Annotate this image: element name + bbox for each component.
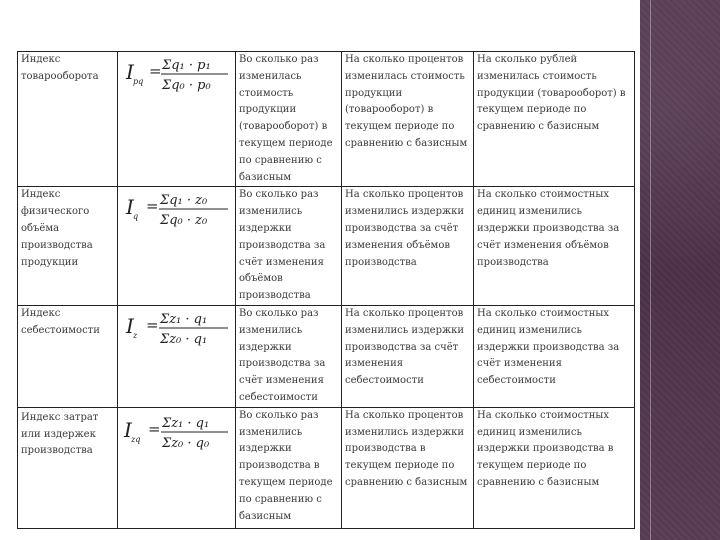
ruble-change-cell	[474, 52, 635, 187]
formula-equals: =	[145, 315, 159, 334]
formula-z	[122, 306, 232, 354]
times-change-cell	[236, 407, 342, 528]
index-name: Индекс себестоимости	[21, 307, 100, 336]
formula-cell	[118, 52, 236, 187]
formula-symbol: I	[123, 417, 132, 442]
percent-change-cell	[342, 305, 474, 407]
percent-change-cell	[342, 407, 474, 528]
formula-q	[122, 187, 232, 235]
formula-denominator: Σq₀ · z₀	[159, 213, 207, 229]
times-change-cell	[236, 187, 342, 306]
percent-change-cell	[342, 52, 474, 187]
times-change-text: Во сколько раз изменились издержки производства за счёт изменения себестоимости	[239, 307, 326, 403]
formula-subscript: zq	[130, 434, 140, 444]
times-change-text: Во сколько раз изменились издержки производства за счёт изменения объёмов производства	[239, 189, 326, 302]
table-row	[18, 407, 635, 528]
percent-change-text: На сколько процентов изменились издержки производства за счёт изменения себестоимости	[345, 307, 465, 387]
index-name-cell	[18, 52, 118, 187]
formula-denominator: Σz₀ · q₀	[161, 435, 209, 451]
formula-numerator: Σq₁ · z₀	[159, 193, 207, 209]
formula-symbol: I	[125, 195, 134, 220]
percent-change-text: На сколько процентов изменились издержки производства в текущем периоде по сравнению с базисным	[345, 409, 468, 488]
ruble-change-text: На сколько стоимостных единиц изменились издержки производства за счёт изменения объёмов производства	[477, 189, 620, 268]
index-name-cell	[18, 407, 118, 528]
formula-pq	[122, 52, 232, 100]
table-row	[18, 52, 635, 187]
index-name: Индекс товарооборота	[21, 54, 99, 82]
formula-denominator: Σz₀ · q₁	[159, 331, 207, 347]
ruble-change-text: На сколько рублей изменилась стоимость продукции (товарооборот) в текущем периоде по сравнению с базисным	[477, 54, 626, 133]
formula-denominator: Σq₀ · p₀	[161, 78, 211, 93]
formula-numerator: Σq₁ · p₁	[161, 58, 211, 73]
formula-symbol: I	[125, 60, 134, 84]
formula-subscript: z	[132, 330, 137, 340]
formula-equals: =	[145, 197, 159, 216]
formula-symbol: I	[125, 313, 134, 338]
times-change-cell	[236, 52, 342, 187]
strip-divider-line	[650, 0, 651, 540]
percent-change-text: На сколько процентов изменилась стоимость продукции (товарооборот) в текущем периоде по сравнению с базисным	[345, 54, 468, 149]
ruble-change-text: На сколько стоимостных единиц изменились издержки производства за счёт изменения себестоимости	[477, 307, 620, 387]
ruble-change-cell	[474, 187, 635, 306]
formula-equals: =	[147, 419, 161, 438]
formula-cell	[118, 187, 236, 306]
times-change-text: Во сколько раз изменились издержки производства в текущем периоде по сравнению с базисным	[239, 409, 333, 522]
index-name-cell	[18, 187, 118, 306]
table-row	[18, 187, 635, 306]
index-name-cell	[18, 305, 118, 407]
times-change-cell	[236, 305, 342, 407]
index-name: Индекс затрат или издержек производства	[21, 411, 99, 457]
index-table	[17, 51, 635, 529]
formula-zq	[122, 408, 232, 456]
formula-cell	[118, 407, 236, 528]
formula-cell	[118, 305, 236, 407]
formula-subscript: pq	[132, 77, 143, 86]
percent-change-cell	[342, 187, 474, 306]
table-row	[18, 305, 635, 407]
formula-numerator: Σz₁ · q₁	[159, 311, 207, 327]
index-name: Индекс физического объёма производства продукции	[21, 189, 93, 268]
formula-equals: =	[148, 62, 162, 80]
decorative-side-strip	[640, 0, 720, 540]
ruble-change-cell	[474, 407, 635, 528]
times-change-text: Во сколько раз изменилась стоимость продукции (товарооборот) в текущем периоде по сравнению с базисным	[239, 54, 333, 183]
formula-numerator: Σz₁ · q₁	[161, 415, 209, 431]
ruble-change-cell	[474, 305, 635, 407]
percent-change-text: На сколько процентов изменились издержки производства за счёт изменения объёмов производства	[345, 189, 465, 268]
ruble-change-text: На сколько стоимостных единиц изменились издержки производства в текущем периоде по сравнению с базисным	[477, 409, 614, 488]
formula-subscript: q	[132, 212, 138, 222]
